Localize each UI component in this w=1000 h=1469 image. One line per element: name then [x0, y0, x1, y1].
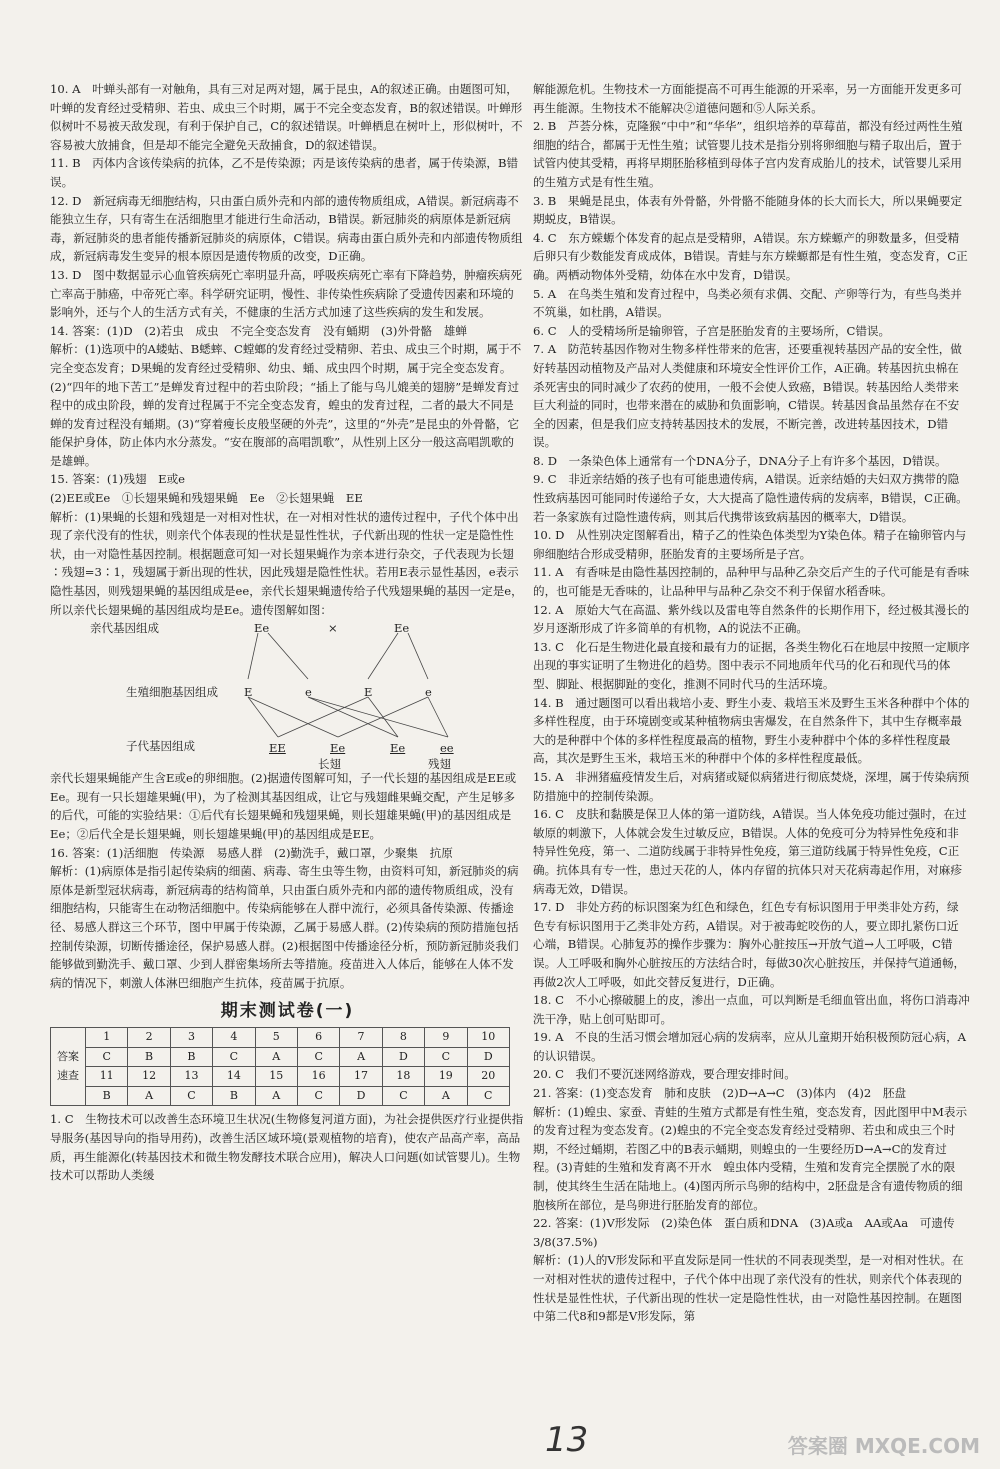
q-num: 3 — [170, 1027, 212, 1047]
q-num: 15 — [255, 1067, 297, 1087]
label-offspring-genotype: 子代基因组成 — [126, 739, 195, 754]
q-answer: D — [467, 1047, 509, 1067]
q-answer: C — [467, 1086, 509, 1106]
answer-paragraph: 14. B 通过题图可以看出栽培小麦、野生小麦、栽培玉米及野生玉米各种群中个体的多样性程度，由于环境剧变或某种植物病虫害爆发，在自然条件下，其中生存概率最大的是种群中个体的多样性程度最高的植物，野生小麦种群中个体的多样性程度最高，其次是野生玉米，栽培玉米的种群中个体的多样性程度最低。 — [533, 695, 970, 766]
answer-paragraph: 解析：(1)果蝇的长翅和残翅是一对相对性状，在一对相对性状的遗传过程中，子代个体中出现了亲代没有的性状，则亲代个体表现的性状是显性性状，子代新出现的性状一定是隐性性状，由一对隐性基因控制。根据题意可知一对长翅果蝇作为亲本进行杂交，子代表现为长翅∶残翅=3∶1，残翅属于新出现的性状，因此残翅是隐性性状。若用E表示显性基因，e表示隐性基因，则残翅果蝇的基因组成是ee，亲代长翅果蝇遗传给子代残翅果蝇的基因一定是e，所以亲代长翅果蝇的基因组成均是Ee。遗传图解如图： — [50, 509, 523, 617]
q-num: 18 — [382, 1067, 424, 1087]
q-answer: B — [86, 1086, 128, 1106]
answer-paragraph: 13. C 化石是生物进化最直接和最有力的证据，各类生物化石在地层中按照一定顺序出现的事实证明了生物进化的趋势。图中表示不同地质年代马的化石和现代马的体型、脚趾、根据脚趾的变化，推测不同时代马的生活环境。 — [533, 639, 970, 691]
exam-title: 期末测试卷(一) — [220, 1001, 355, 1022]
answer-paragraph: 4. C 东方蝾螈个体发育的起点是受精卵，A错误。东方蝾螈产的卵数量多，但受精后卵只有少数能发育成成体，B错误。青蛙与东方蝾螈都是有性生殖，变态发育，C正确。两栖动物体外受精，幼体在水中发育，D错误。 — [533, 230, 968, 282]
answer-paragraph: 12. D 新冠病毒无细胞结构，只由蛋白质外壳和内部的遗传物质组成，A错误。新冠病毒不能独立生存，只有寄生在活细胞里才能进行生命活动，B错误。新冠肺炎的病原体是新冠病毒，新冠肺炎的患者能传播新冠肺炎的病原体，C错误。病毒由蛋白质外壳和内部遗传物质组成，新冠病毒发生变异的根本原因是遗传物质的改变，D正确。 — [50, 193, 523, 264]
answer-paragraph: (2)EE或Ee ①长翅果蝇和残翅果蝇 Ee ②长翅果蝇 EE — [50, 491, 363, 506]
parent-1: Ee — [254, 621, 270, 636]
q-num: 10 — [467, 1027, 509, 1047]
q-answer: A — [255, 1047, 297, 1067]
q-answer: C — [86, 1047, 128, 1067]
answer-paragraph: 6. C 人的受精场所是输卵管，子宫是胚胎发育的主要场所，C错误。 — [533, 323, 891, 338]
q-answer: B — [170, 1047, 212, 1067]
answer-paragraph: 解能源危机。生物技术一方面能提高不可再生能源的开采率，另一方面能开发更多可再生能源。生物技术不能解决②道德问题和⑤人际关系。 — [533, 82, 962, 115]
offspring: ee — [440, 741, 454, 756]
answer-paragraph: 解析：(1)选项中的A蝼蛄、B蟋蟀、C螳螂的发育经过受精卵、若虫、成虫三个时期，属于不完全变态发育；D果蝇的发育经过受精卵、幼虫、蛹、成虫四个时期，属于完全变态发育。(2)“四年的地下苦工”是蝉发育过程中的若虫阶段；“插上了能与鸟儿媲美的翅膀”是蝉发育过程中的成虫阶段，蝉的发育过程属于不完全变态发育，蝗虫的发育过程，二者的最大不同是蝉的发育过程没有蛹期。(3)“穿着瘦长皮般坚硬的外壳”，这里的“外壳”是昆虫的外骨骼，它能保护身体，防止体内水分蒸发。“安在腹部的高唱凯歌”，从性别上区分一般这高唱凯歌的是雄蝉。 — [50, 342, 522, 468]
answer-paragraph: 18. C 不小心擦破腿上的皮，渗出一点血，可以判断是毛细血管出血，将伤口消毒冲洗干净，贴上创可贴即可。 — [533, 993, 970, 1026]
answer-paragraph: 15. 答案：(1)残翅 E或e — [50, 472, 186, 487]
q-num: 7 — [340, 1027, 382, 1047]
q-num: 13 — [170, 1067, 212, 1087]
gamete: E — [364, 685, 373, 700]
offspring: Ee — [390, 741, 406, 756]
q-answer: B — [213, 1086, 255, 1106]
right-column — [533, 80, 970, 1326]
answer-paragraph: 1. C 生物技术可以改善生态环境卫生状况(生物修复河道方面)，为社会提供医疗行业提供指导服务(基因导向的指导用药)，改善生活区域环境(景观植物的培育)，使农产品高产率，高品质，再生能源化(转基因技术和微生物发酵技术联合应用)，解决人口问题(如试管婴儿)。生物技术可以帮助人类缓 — [50, 1112, 524, 1183]
q-answer: A — [255, 1086, 297, 1106]
answer-paragraph: 11. B 丙体内含该传染病的抗体，乙不是传染源；丙是该传染病的患者，属于传染源，B错误。 — [50, 156, 519, 189]
q-num: 9 — [425, 1027, 467, 1047]
q-answer: C — [213, 1047, 255, 1067]
q-num: 1 — [86, 1027, 128, 1047]
genetic-cross-diagram — [50, 619, 510, 772]
q-num: 12 — [128, 1067, 170, 1087]
label-parent-genotype: 亲代基因组成 — [90, 621, 159, 636]
answer-paragraph: 解析：(1)病原体是指引起传染病的细菌、病毒、寄生虫等生物，由资料可知，新冠肺炎的病原体是新型冠状病毒，新冠病毒的结构简单，只由蛋白质外壳和内部的遗传物质组成，没有细胞结构，只能寄生在动物活细胞中。传染病能够在人群中流行，必须具备传染源、传播途径、易感人群这三个环节，图中甲属于传染源，乙属于易感人群。(2)传染病的预防措施包括控制传染源，切断传播途径，保护易感人群。(2)根据图中传播途径分析，预防新冠肺炎我们能够做到勤洗手、戴口罩、少到人群密集场所去等措施。疫苗进入人体后，能够在人体不发病的情况下，刺激人体淋巴细胞产生抗体，疫苗属于抗原。 — [50, 864, 519, 990]
answer-paragraph: 15. A 非洲猪瘟疫情发生后，对病猪或疑似病猪进行彻底焚烧，深埋，属于传染病预防措施中的控制传染源。 — [533, 769, 970, 803]
answer-paragraph: 16. C 皮肤和黏膜是保卫人体的第一道防线，A错误。当人体免疫功能过强时，在过敏原的刺激下，人体就会发生过敏反应，B错误。人体的免疫可分为特异性免疫和非特异性免疫，第一、二道防线属于非特异性免疫，第三道防线属于特异性免疫，C正确。抗体具有专一性，患过天花的人，体内存留的抗体只对天花病毒起作用，对麻疹病毒无效，D错误。 — [533, 807, 967, 896]
answer-label: 答案 速查 — [51, 1027, 86, 1105]
q-num: 11 — [86, 1067, 128, 1087]
q-answer: D — [382, 1047, 424, 1067]
q-num: 16 — [297, 1067, 339, 1087]
q-num: 5 — [255, 1027, 297, 1047]
q-answer: C — [425, 1047, 467, 1067]
answer-paragraph: 解析：(1)蝗虫、家蚕、青蛙的生殖方式都是有性生殖，变态发育，因此图甲中M表示的发育过程为变态发育。(2)蝗虫的不完全变态发育经过受精卵、若虫和成虫三个时期，不经过蛹期，若图乙中的B表示蛹期，则蝗虫的一生要经历D→A→C的发育过程。(3)青蛙的生殖和发育离不开水 蝗虫体内受精，生殖和发育完全摆脱了水的限制，使其终生生活在陆地上。(4)图丙所示鸟卵的结构中，2胚盘是含有遗传物质的细胞核所在部位，是鸟卵进行胚胎发育的部位。 — [533, 1104, 968, 1212]
label-long-wing: 长翅 — [318, 757, 341, 772]
q-num: 2 — [128, 1027, 170, 1047]
answer-paragraph: 9. C 非近亲结婚的孩子也有可能患遗传病，A错误。近亲结婚的夫妇双方携带的隐性致病基因可能同时传递给子女，大大提高了隐性遗传病的发病率，B错误，C正确。若一条家族有过隐性遗传病，则其后代携带该致病基因的概率大，D错误。 — [533, 472, 968, 524]
q-answer: B — [128, 1047, 170, 1067]
answer-paragraph: 2. B 芦荟分株，克隆猴“中中”和“华华”，组织培养的草莓苗，都没有经过两性生殖细胞的结合，都属于无性生殖；试管婴儿技术是指分别将卵细胞与精子取出后，置于试管内使其受精，再将早期胚胎移植到母体子宫内发育成胎儿的技术，试管婴儿采用的生殖方式是有性生殖。 — [533, 119, 963, 189]
q-answer: A — [425, 1086, 467, 1106]
left-column — [50, 80, 525, 1185]
gamete: E — [244, 685, 253, 700]
parent-2: Ee — [394, 621, 410, 636]
q-answer: C — [382, 1086, 424, 1106]
q-answer: C — [297, 1047, 339, 1067]
gamete: e — [425, 685, 432, 700]
q-answer: A — [340, 1047, 382, 1067]
answer-paragraph: 22. 答案：(1)V形发际 (2)染色体 蛋白质和DNA (3)A或a AA或Aa 可遗传 3/8(37.5%) — [533, 1216, 967, 1249]
q-num: 20 — [467, 1067, 509, 1087]
answer-paragraph: 19. A 不良的生活习惯会增加冠心病的发病率，应从儿童期开始积极预防冠心病，A的认识错误。 — [533, 1030, 967, 1063]
answer-paragraph: 解析：(1)人的V形发际和平直发际是同一性状的不同表现类型，是一对相对性状。在一对相对性状的遗传过程中，子代个体中出现了亲代没有的性状，则亲代个体表现的性状是显性性状，子代新出现的性状一定是隐性性状，由一对隐性基因控制。在题图中第二代8和9都是V形发际，第 — [533, 1253, 964, 1324]
q-num: 6 — [297, 1027, 339, 1047]
q-num: 19 — [425, 1067, 467, 1087]
answer-paragraph: 14. 答案：(1)D (2)若虫 成虫 不完全变态发育 没有蛹期 (3)外骨骼 雄蝉 — [50, 323, 467, 338]
answer-paragraph: 11. A 有香味是由隐性基因控制的，品种甲与品种乙杂交后产生的子代可能是有香味的，也可能是无香味的，让品种甲与品种乙杂交不利于保留水稻香味。 — [533, 565, 970, 599]
q-num: 14 — [213, 1067, 255, 1087]
label-gamete-genotype: 生殖细胞基因组成 — [126, 685, 218, 700]
page-number: 13 — [545, 1420, 589, 1460]
q-answer: D — [340, 1086, 382, 1106]
offspring: Ee — [330, 741, 346, 756]
answer-paragraph: 17. D 非处方药的标识图案为红色和绿色，红色专有标识图用于甲类非处方药，绿色专有标识图用于乙类非处方药，A错误。对于被毒蛇咬伤的人，要立即扎紧伤口近心端，B错误。心肺复苏的操作步骤为：胸外心脏按压→开放气道→人工呼吸，C错误。人工呼吸和胸外心脏按压的方法结合时，每做30次心脏按压，并保持气道通畅，再做2次人工呼吸，如此交替反复进行，D正确。 — [533, 900, 966, 989]
answer-paragraph: 12. A 原始大气在高温、紫外线以及雷电等自然条件的长期作用下，经过极其漫长的岁月逐渐形成了许多简单的有机物，A的说法不正确。 — [533, 602, 970, 636]
q-num: 17 — [340, 1067, 382, 1087]
answer-paragraph: 5. A 在鸟类生殖和发育过程中，鸟类必须有求偶、交配、产卵等行为，有些鸟类并不筑巢，如杜鹃，A错误。 — [533, 286, 962, 320]
q-answer: C — [170, 1086, 212, 1106]
answer-paragraph: 7. A 防范转基因作物对生物多样性带来的危害，还要重视转基因产品的安全性，做好转基因动植物及产品对人类健康和环境安全性评价工作，A正确。转基因抗虫棉在杀死害虫的同时减少了农药的使用，一般不会使人致癌，B错误。转基因给人类带来巨大利益的同时，也带来潜在的威胁和负面影响，C错误。转基因食品虽然存在不安全的因素，但是我们应支持转基因技术的发展，不断完善，改进转基因技术，D错误。 — [533, 342, 962, 450]
answer-paragraph: 亲代长翅果蝇能产生含E或e的卵细胞。(2)据遗传图解可知，子一代长翅的基因组成是EE或Ee。现有一只长翅雄果蝇(甲)，为了检测其基因组成，让它与残翅雌果蝇交配，产生足够多的后代，可能的实验结果：①后代有长翅果蝇和残翅果蝇，则长翅雄果蝇(甲)的基因组成是Ee；②后代全是长翅果蝇，则长翅雄果蝇(甲)的基因组成是EE。 — [50, 771, 517, 841]
answer-paragraph: 20. C 我们不要沉迷网络游戏，要合理安排时间。 — [533, 1067, 796, 1082]
answer-paragraph: 8. D 一条染色体上通常有一个DNA分子，DNA分子上有许多个基因，D错误。 — [533, 453, 947, 468]
site-watermark: 答案圈 MXQE.COM — [787, 1434, 980, 1458]
q-answer: A — [128, 1086, 170, 1106]
answer-paragraph: 21. 答案：(1)变态发育 肺和皮肤 (2)D→A→C (3)体内 (4)2 胚盘 — [533, 1086, 907, 1101]
label-short-wing: 残翅 — [428, 757, 451, 772]
q-answer: C — [297, 1086, 339, 1106]
answer-paragraph: 16. 答案：(1)活细胞 传染源 易感人群 (2)勤洗手，戴口罩，少聚集 抗原 — [50, 845, 453, 860]
cross-sign: × — [328, 621, 338, 636]
q-num: 8 — [382, 1027, 424, 1047]
gamete: e — [305, 685, 312, 700]
q-num: 4 — [213, 1027, 255, 1047]
answer-paragraph: 10. A 叶蝉头部有一对触角，具有三对足两对翅，属于昆虫，A的叙述正确。由题图可知，叶蝉的发育经过受精卵、若虫、成虫三个时期，属于不完全变态发育，B的叙述错误。叶蝉形似树叶不易被天敌发现，有利于保护自己，C的叙述错误。叶蝉栖息在树叶上，形似树叶，不容易被大放捕食，但是却不能完全避免天敌捕食，D的叙述错误。 — [50, 82, 523, 152]
answer-paragraph: 3. B 果蝇是昆虫，体表有外骨骼，外骨骼不能随身体的长大而长大，所以果蝇要定期蜕皮，B错误。 — [533, 193, 963, 227]
answer-paragraph: 13. D 图中数据显示心血管疾病死亡率明显升高，呼吸疾病死亡率有下降趋势，肿瘤疾病死亡率高于肺癌，中帝死亡率。科学研究证明，慢性、非传染性疾病除了受遗传因素和环境的影响外，还与个人的生活方式有关，不健康的生活方式加速了这些疾病的发生和发展。 — [50, 267, 522, 320]
answer-table — [50, 1027, 510, 1106]
offspring: EE — [269, 741, 286, 756]
answer-paragraph: 10. D 从性别决定图解看出，精子乙的性染色体类型为Y染色体。精子在输卵管内与卵细胞结合形成受精卵，胚胎发育的主要场所是子宫。 — [533, 528, 967, 561]
